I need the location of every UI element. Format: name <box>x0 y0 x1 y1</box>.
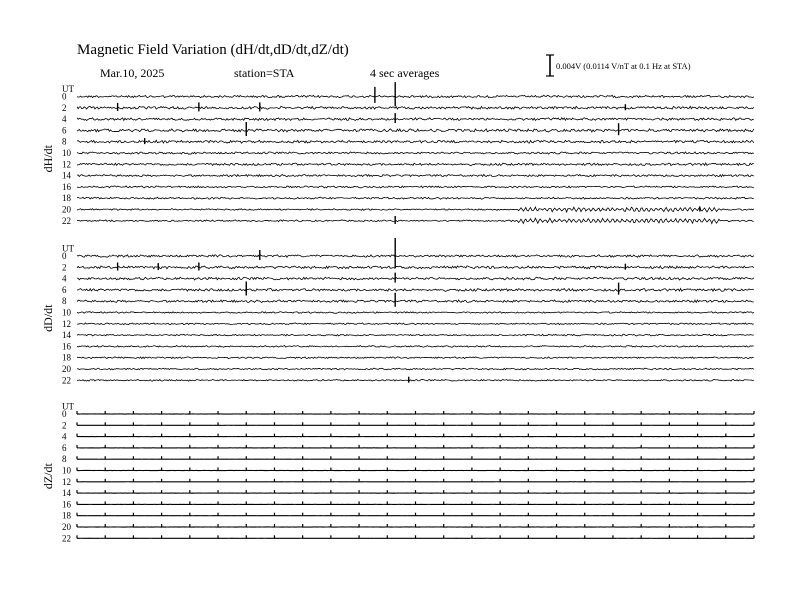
hour-label: 12 <box>62 159 71 170</box>
component-label: dH/dt <box>41 144 55 173</box>
trace-line <box>77 140 754 143</box>
hour-label: 22 <box>62 215 71 226</box>
panel-dddt <box>41 238 754 385</box>
trace-line <box>77 379 754 381</box>
hour-label: 4 <box>62 273 67 284</box>
averaging-label: 4 sec averages <box>370 66 440 80</box>
hour-label: 22 <box>62 533 71 544</box>
row-axis-label: UT <box>62 243 74 254</box>
hour-label: 4 <box>62 114 67 125</box>
component-label: dD/dt <box>41 304 55 332</box>
hour-label: 22 <box>62 375 71 386</box>
trace-line <box>77 255 754 258</box>
hour-label: 6 <box>62 125 67 136</box>
hour-label: 16 <box>62 499 71 510</box>
hour-label: 20 <box>62 522 71 532</box>
trace-line <box>77 186 754 188</box>
chart-title: Magnetic Field Variation (dH/dt,dD/dt,dZ/dt) <box>77 42 349 58</box>
trace-line <box>77 163 754 166</box>
hour-label: 14 <box>62 170 71 181</box>
hour-label: 16 <box>62 341 71 352</box>
trace-line <box>77 334 754 336</box>
hour-label: 0 <box>62 409 67 419</box>
scale-bar-label: 0.004V (0.0114 V/nT at 0.1 Hz at STA) <box>556 61 691 71</box>
trace-line <box>77 312 754 314</box>
hour-label: 2 <box>62 262 67 273</box>
trace-line <box>77 197 754 199</box>
hour-label: 10 <box>62 148 71 158</box>
station-label: station=STA <box>234 66 295 80</box>
trace-line <box>77 277 754 280</box>
stacked-panels <box>41 82 754 543</box>
trace-line <box>77 368 754 370</box>
scale-bar <box>546 55 554 76</box>
trace-line <box>77 129 754 132</box>
component-label: dZ/dt <box>41 463 55 490</box>
hour-label: 14 <box>62 330 71 341</box>
hour-label: 0 <box>62 91 67 102</box>
hour-label: 18 <box>62 193 71 204</box>
date-label: Mar.10, 2025 <box>100 66 165 80</box>
hour-label: 18 <box>62 510 71 521</box>
panel-dhdt <box>41 82 754 226</box>
hour-label: 20 <box>62 364 71 374</box>
trace-line <box>77 152 754 154</box>
row-axis-label: UT <box>62 84 74 94</box>
trace-line <box>77 357 754 359</box>
hour-label: 12 <box>62 476 71 487</box>
trace-line <box>77 207 754 212</box>
hour-label: 6 <box>62 284 67 295</box>
hour-label: 2 <box>62 102 67 113</box>
row-axis-label: UT <box>62 401 74 412</box>
hour-label: 12 <box>62 318 71 329</box>
panel-dzdt <box>41 402 754 544</box>
trace-line <box>77 300 754 303</box>
hour-label: 2 <box>62 420 67 431</box>
hour-label: 4 <box>62 431 67 442</box>
hour-label: 10 <box>62 465 71 476</box>
trace-line <box>77 288 754 291</box>
trace-line <box>77 266 754 269</box>
hour-label: 14 <box>62 488 71 499</box>
hour-label: 6 <box>62 442 67 453</box>
trace-line <box>77 95 754 98</box>
hour-label: 8 <box>62 454 67 465</box>
trace-line <box>77 323 754 325</box>
trace-line <box>77 106 754 109</box>
hour-label: 8 <box>62 296 67 307</box>
hour-label: 10 <box>62 307 71 318</box>
hour-label: 0 <box>62 251 67 261</box>
hour-label: 20 <box>62 204 71 215</box>
trace-line <box>77 174 754 176</box>
hour-label: 8 <box>62 136 67 147</box>
hour-label: 18 <box>62 352 71 363</box>
hour-label: 16 <box>62 181 71 192</box>
trace-line <box>77 346 754 348</box>
trace-line <box>77 218 754 223</box>
trace-line <box>77 118 754 121</box>
